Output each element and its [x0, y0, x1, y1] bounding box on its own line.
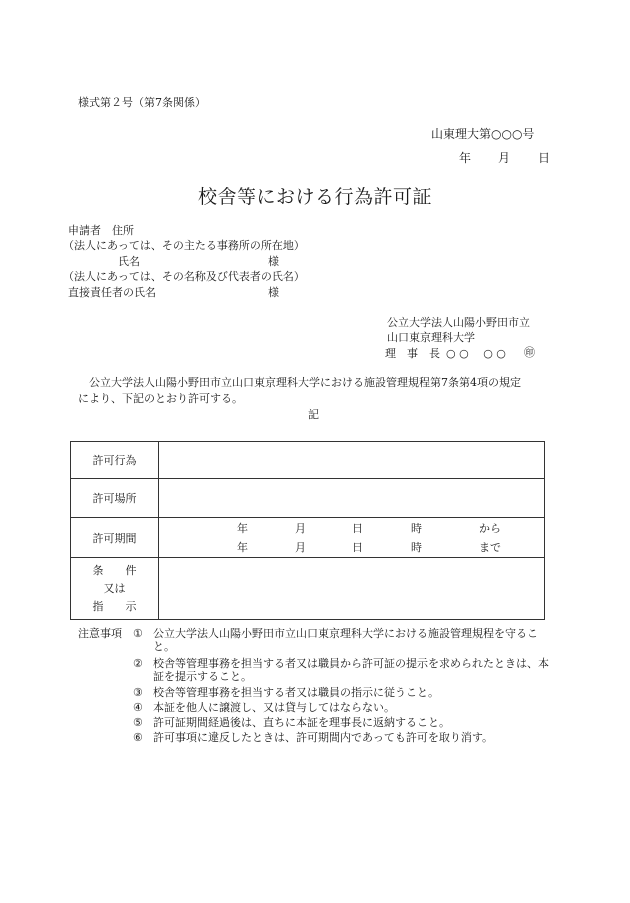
date-month-label: 月	[498, 151, 511, 165]
table-row-place	[71, 479, 545, 518]
period-from-row	[159, 523, 544, 534]
act-label: 許可行為	[71, 442, 159, 479]
period-label: 許可期間	[71, 518, 159, 558]
notes-heading: 注意事項	[78, 627, 122, 640]
ki-heading: 記	[308, 408, 319, 421]
note-1-line-1: 公立大学法人山陽小野田市立山口東京理科大学における施設管理規程を守るこ	[153, 627, 538, 640]
applicant-name-sama: 様	[268, 255, 279, 268]
to-hour: 時	[411, 540, 422, 554]
note-1-num: ①	[133, 627, 143, 640]
conditions-value-cell[interactable]	[159, 558, 545, 620]
place-label: 許可場所	[71, 479, 159, 518]
table-row-period	[71, 518, 545, 558]
note-3-num: ③	[133, 686, 143, 699]
page-title: 校舎等における行為許可証	[198, 186, 433, 208]
issuer-line-1: 公立大学法人山陽小野田市立	[387, 316, 530, 329]
note-4-line-1: 本証を他人に譲渡し、又は貸与してはならない。	[153, 701, 395, 714]
note-2-line-2: 証を提示すること。	[153, 670, 252, 683]
note-6-line-1: 許可事項に違反したときは、許可期間内であっても許可を取り消す。	[153, 731, 494, 744]
applicant-name-label: 氏名	[118, 255, 140, 268]
from-year: 年	[237, 521, 248, 535]
from-month: 月	[295, 521, 306, 535]
note-5-num: ⑤	[133, 716, 143, 729]
date-year-label: 年	[459, 151, 472, 165]
cond-label-line-2: 又は	[103, 581, 126, 595]
cond-label-line-3: 指 示	[92, 599, 137, 613]
cond-label-line-1: 条 件	[92, 563, 137, 577]
issuer-title: 理 事 長	[385, 347, 440, 360]
body-text-line-2: により、下記のとおり許可する。	[78, 392, 243, 405]
note-2-num: ②	[133, 657, 143, 670]
to-year: 年	[237, 540, 248, 554]
note-2-line-1: 校舎等管理事務を担当する者又は職員から許可証の提示を求められたときは、本	[153, 657, 549, 670]
applicant-name-note: （法人にあっては、その名称及び代表者の氏名）	[63, 270, 305, 283]
seal-mark: ㊞	[524, 346, 535, 359]
permit-table	[70, 441, 545, 620]
place-value-cell[interactable]	[159, 479, 545, 518]
period-to-row	[159, 542, 544, 553]
date-day-label: 日	[538, 151, 551, 165]
responsible-person-label: 直接責任者の氏名	[68, 286, 156, 299]
from-hour: 時	[411, 521, 422, 535]
table-row-conditions	[71, 558, 545, 620]
to-month: 月	[295, 540, 306, 554]
table-row-act	[71, 442, 545, 479]
note-3-line-1: 校舎等管理事務を担当する者又は職員の指示に従うこと。	[153, 686, 439, 699]
note-4-num: ④	[133, 701, 143, 714]
act-value-cell[interactable]	[159, 442, 545, 479]
applicant-address-label: 申請者 住所	[68, 224, 134, 237]
period-value-cell[interactable]	[159, 518, 545, 558]
from-suffix: から	[479, 521, 501, 535]
note-1-line-2: と。	[153, 640, 175, 653]
to-suffix: まで	[479, 540, 501, 554]
note-6-num: ⑥	[133, 731, 143, 744]
issuer-name: ○ ○ ○ ○	[446, 347, 506, 360]
responsible-person-sama: 様	[268, 286, 279, 299]
conditions-label	[71, 558, 159, 620]
to-day: 日	[352, 540, 363, 554]
issuer-line-2: 山口東京理科大学	[387, 331, 475, 344]
from-day: 日	[352, 521, 363, 535]
body-text-line-1: 公立大学法人山陽小野田市立山口東京理科大学における施設管理規程第7条第4項の規定	[89, 376, 521, 389]
form-number: 様式第２号（第7条関係）	[78, 96, 206, 109]
note-5-line-1: 許可証期間経過後は、直ちに本証を理事長に返納すること。	[153, 716, 450, 729]
document-number: 山東理大第○○○号	[431, 127, 535, 141]
applicant-address-note: （法人にあっては、その主たる事務所の所在地）	[63, 239, 305, 252]
